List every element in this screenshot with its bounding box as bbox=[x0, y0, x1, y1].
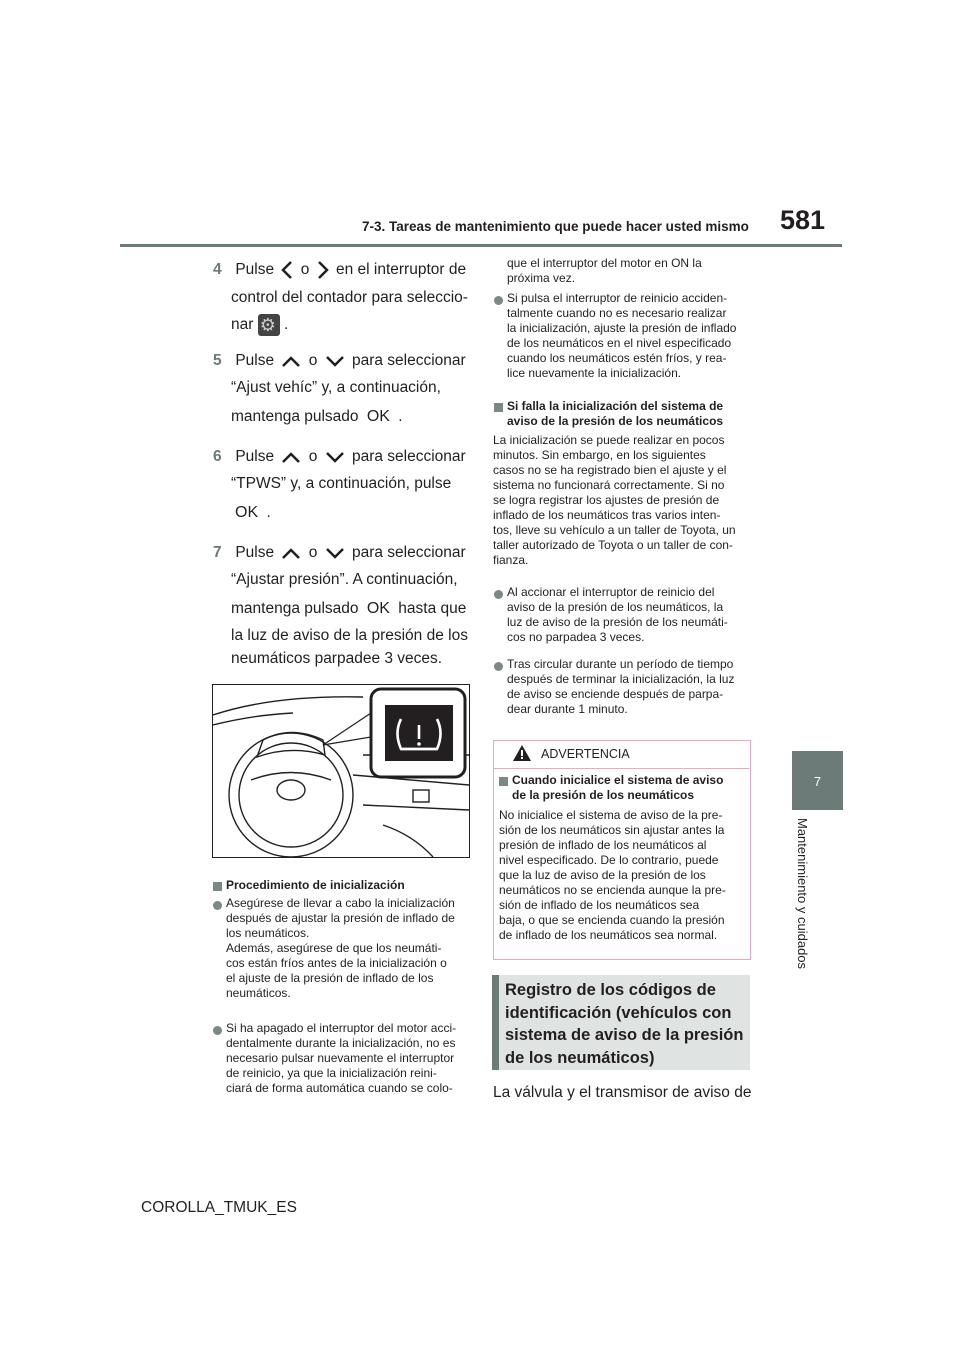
text-line: se logra registrar los ajustes de presión de bbox=[493, 493, 720, 507]
chapter-label: Mantenimiento y cuidados bbox=[795, 818, 810, 970]
warning-text bbox=[499, 808, 726, 943]
text-line: después de terminar la inicialización, la luz bbox=[507, 672, 735, 686]
warning-subtitle bbox=[512, 773, 723, 803]
text-line: Tras circular durante un período de tiempo bbox=[507, 657, 734, 671]
text-line: La inicialización se puede realizar en pocos bbox=[493, 433, 725, 447]
text-line: ciará de forma automática cuando se colo- bbox=[226, 1081, 453, 1095]
text-line: talmente cuando no es necesario realizar bbox=[507, 306, 727, 320]
text-line: aviso de la presión de los neumáticos, la bbox=[507, 600, 724, 614]
procedure-title: Procedimiento de inicialización bbox=[226, 878, 405, 892]
section-heading bbox=[505, 979, 745, 1069]
text-line: Si ha apagado el interruptor del motor acci- bbox=[226, 1021, 457, 1035]
text-line: luz de aviso de la presión de los neumáti- bbox=[507, 615, 728, 629]
step-text: hasta que bbox=[398, 600, 467, 617]
step-7-line-5: neumáticos parpadee 3 veces. bbox=[231, 650, 443, 667]
text-line: taller autorizado de Toyota o un taller de con- bbox=[493, 538, 733, 552]
step-text: para seleccionar bbox=[351, 352, 466, 369]
body-text: La válvula y el transmisor de aviso de bbox=[493, 1084, 752, 1101]
settings-gear-icon bbox=[258, 314, 280, 336]
bullet-icon bbox=[213, 901, 222, 910]
step-text: o bbox=[308, 448, 318, 465]
chevron-down-icon bbox=[324, 450, 346, 464]
bullet-icon bbox=[494, 662, 503, 671]
bullet-icon bbox=[494, 296, 503, 305]
text-line: Registro de los códigos de bbox=[505, 981, 716, 999]
text-line: No inicialice el sistema de aviso de la pre- bbox=[499, 808, 723, 822]
ok-button-icon: OK bbox=[235, 504, 259, 521]
step-text: Pulse bbox=[235, 544, 275, 561]
text-line: tos, lleve su vehículo a un taller de Toyota, un bbox=[493, 523, 736, 537]
text-line: neumáticos. bbox=[226, 986, 291, 1000]
step-text: mantenga pulsado bbox=[231, 408, 359, 425]
step-number: 5 bbox=[213, 352, 222, 369]
text-line: cos están fríos antes de la inicialización o bbox=[226, 956, 447, 970]
step-6-line-1 bbox=[213, 445, 466, 469]
step-text: o bbox=[308, 352, 318, 369]
section-square-icon bbox=[494, 403, 503, 412]
step-5-line-2: “Ajust vehíc” y, a continuación, bbox=[231, 379, 441, 396]
text-line: la inicialización, ajuste la presión de inflado bbox=[507, 321, 737, 335]
text-line: sistema de aviso de la presión bbox=[505, 1026, 744, 1044]
fail-text bbox=[493, 433, 736, 568]
text-line: Si pulsa el interruptor de reinicio acciden- bbox=[507, 291, 728, 305]
text-line: nivel especificado. De lo contrario, puede bbox=[499, 853, 719, 867]
text-line: necesario pulsar nuevamente el interruptor bbox=[226, 1051, 455, 1065]
step-6-line-3 bbox=[231, 501, 271, 525]
text-line: cuando los neumáticos estén fríos, y rea- bbox=[507, 351, 727, 365]
steering-wheel-illustration bbox=[213, 685, 469, 857]
bullet-icon bbox=[494, 590, 503, 599]
step-4-line-2: control del contador para seleccio- bbox=[231, 289, 468, 306]
warning-title: ADVERTENCIA bbox=[541, 747, 630, 761]
step-5-line-3 bbox=[231, 405, 403, 429]
step-7-line-1 bbox=[213, 541, 466, 565]
text-line: aviso de la presión de los neumáticos bbox=[507, 414, 724, 428]
chapter-tab: 7 bbox=[792, 751, 843, 810]
step-text: nar bbox=[231, 316, 254, 333]
text-line: que el interruptor del motor en ON la bbox=[507, 256, 702, 270]
chevron-up-icon bbox=[280, 354, 302, 368]
step-4-line-3 bbox=[231, 313, 288, 337]
text-line: que la luz de aviso de la presión de los bbox=[499, 868, 706, 882]
text-line: Al accionar el interruptor de reinicio del bbox=[507, 585, 715, 599]
text-line: baja, o que se encienda cuando la presión bbox=[499, 913, 725, 927]
text-line: próxima vez. bbox=[507, 271, 576, 285]
bullet-paragraph-1 bbox=[226, 896, 455, 1001]
bullet-paragraph-5 bbox=[507, 657, 734, 717]
section-square-icon bbox=[213, 882, 222, 891]
text-line: presión de inflado de los neumáticos al bbox=[499, 838, 707, 852]
step-text: para seleccionar bbox=[351, 544, 466, 561]
continued-text bbox=[507, 256, 702, 286]
bullet-paragraph-2 bbox=[226, 1021, 456, 1096]
text-line: de la presión de los neumáticos bbox=[512, 788, 695, 802]
ok-button-icon: OK bbox=[366, 600, 390, 617]
bullet-icon bbox=[213, 1026, 222, 1035]
chevron-left-icon bbox=[280, 260, 294, 280]
text-line: cos no parpadea 3 veces. bbox=[507, 630, 645, 644]
section-square-icon bbox=[499, 777, 508, 786]
step-text: en el interruptor de bbox=[335, 261, 467, 278]
step-number: 7 bbox=[213, 544, 222, 561]
header-rule bbox=[120, 244, 842, 247]
step-text: . bbox=[266, 504, 271, 521]
section-heading-bar bbox=[492, 975, 499, 1070]
chevron-up-icon bbox=[280, 450, 302, 464]
step-text: Pulse bbox=[235, 352, 275, 369]
text-line: de aviso se enciende después de parpa- bbox=[507, 687, 724, 701]
step-7-line-2: “Ajustar presión”. A continuación, bbox=[231, 571, 458, 588]
text-line: de los neumáticos en el nivel especificado bbox=[507, 336, 732, 350]
step-6-line-2: “TPWS” y, a continuación, pulse bbox=[231, 475, 452, 492]
step-5-line-1 bbox=[213, 349, 466, 373]
text-line: Cuando inicialice el sistema de aviso bbox=[512, 773, 724, 787]
bullet-paragraph-4 bbox=[507, 585, 728, 645]
text-line: después de ajustar la presión de inflado de bbox=[226, 911, 455, 925]
text-line: el ajuste de la presión de inflado de los bbox=[226, 971, 434, 985]
step-text: Pulse bbox=[235, 448, 275, 465]
step-text: Pulse bbox=[235, 261, 275, 278]
ok-button-icon: OK bbox=[366, 408, 390, 425]
text-line: sión de los neumáticos sin ajustar antes la bbox=[499, 823, 725, 837]
warning-triangle-icon bbox=[512, 744, 532, 762]
step-text: para seleccionar bbox=[351, 448, 466, 465]
step-text: . bbox=[284, 316, 289, 333]
text-line: minutos. Sin embargo, en los siguientes bbox=[493, 448, 706, 462]
step-text: o bbox=[300, 261, 310, 278]
section-title: 7-3. Tareas de mantenimiento que puede hacer usted mismo bbox=[362, 219, 749, 234]
text-line: lice nuevamente la inicialización. bbox=[507, 366, 682, 380]
chevron-down-icon bbox=[324, 546, 346, 560]
text-line: Además, asegúrese de que los neumáti- bbox=[226, 941, 442, 955]
chevron-down-icon bbox=[324, 354, 346, 368]
footer-code: COROLLA_TMUK_ES bbox=[141, 1199, 297, 1216]
chevron-right-icon bbox=[316, 260, 330, 280]
step-4-line-1 bbox=[213, 258, 466, 282]
text-line: de los neumáticos) bbox=[505, 1048, 655, 1067]
text-line: inflado de los neumáticos tras varios inten- bbox=[493, 508, 721, 522]
text-line: de inflado de los neumáticos sea normal. bbox=[499, 928, 718, 942]
chevron-up-icon bbox=[280, 546, 302, 560]
text-line: de reinicio, ya que la inicialización reini- bbox=[226, 1066, 437, 1080]
step-7-line-3 bbox=[231, 597, 466, 621]
text-line: fianza. bbox=[493, 553, 529, 567]
text-line: casos no se ha registrado bien el ajuste y el bbox=[493, 463, 727, 477]
text-line: sistema no funcionará correctamente. Si no bbox=[493, 478, 725, 492]
step-number: 4 bbox=[213, 261, 222, 278]
text-line: neumáticos no se encienda aunque la pre- bbox=[499, 883, 726, 897]
bullet-paragraph-3 bbox=[507, 291, 736, 381]
text-line: sión de inflado de los neumáticos sea bbox=[499, 898, 700, 912]
fail-title bbox=[507, 399, 723, 429]
text-line: dentalmente durante la inicialización, no es bbox=[226, 1036, 456, 1050]
step-text: mantenga pulsado bbox=[231, 600, 359, 617]
text-line: dear durante 1 minuto. bbox=[507, 702, 628, 716]
text-line: Si falla la inicialización del sistema de bbox=[507, 399, 724, 413]
text-line: los neumáticos. bbox=[226, 926, 310, 940]
text-line: identificación (vehículos con bbox=[505, 1003, 732, 1022]
step-number: 6 bbox=[213, 448, 222, 465]
dashboard-illustration bbox=[212, 684, 470, 858]
text-line: Asegúrese de llevar a cabo la inicialización bbox=[226, 896, 455, 910]
step-7-line-4: la luz de aviso de la presión de los bbox=[231, 627, 468, 644]
step-text: o bbox=[308, 544, 318, 561]
step-text: . bbox=[398, 408, 403, 425]
page-number: 581 bbox=[780, 205, 826, 235]
